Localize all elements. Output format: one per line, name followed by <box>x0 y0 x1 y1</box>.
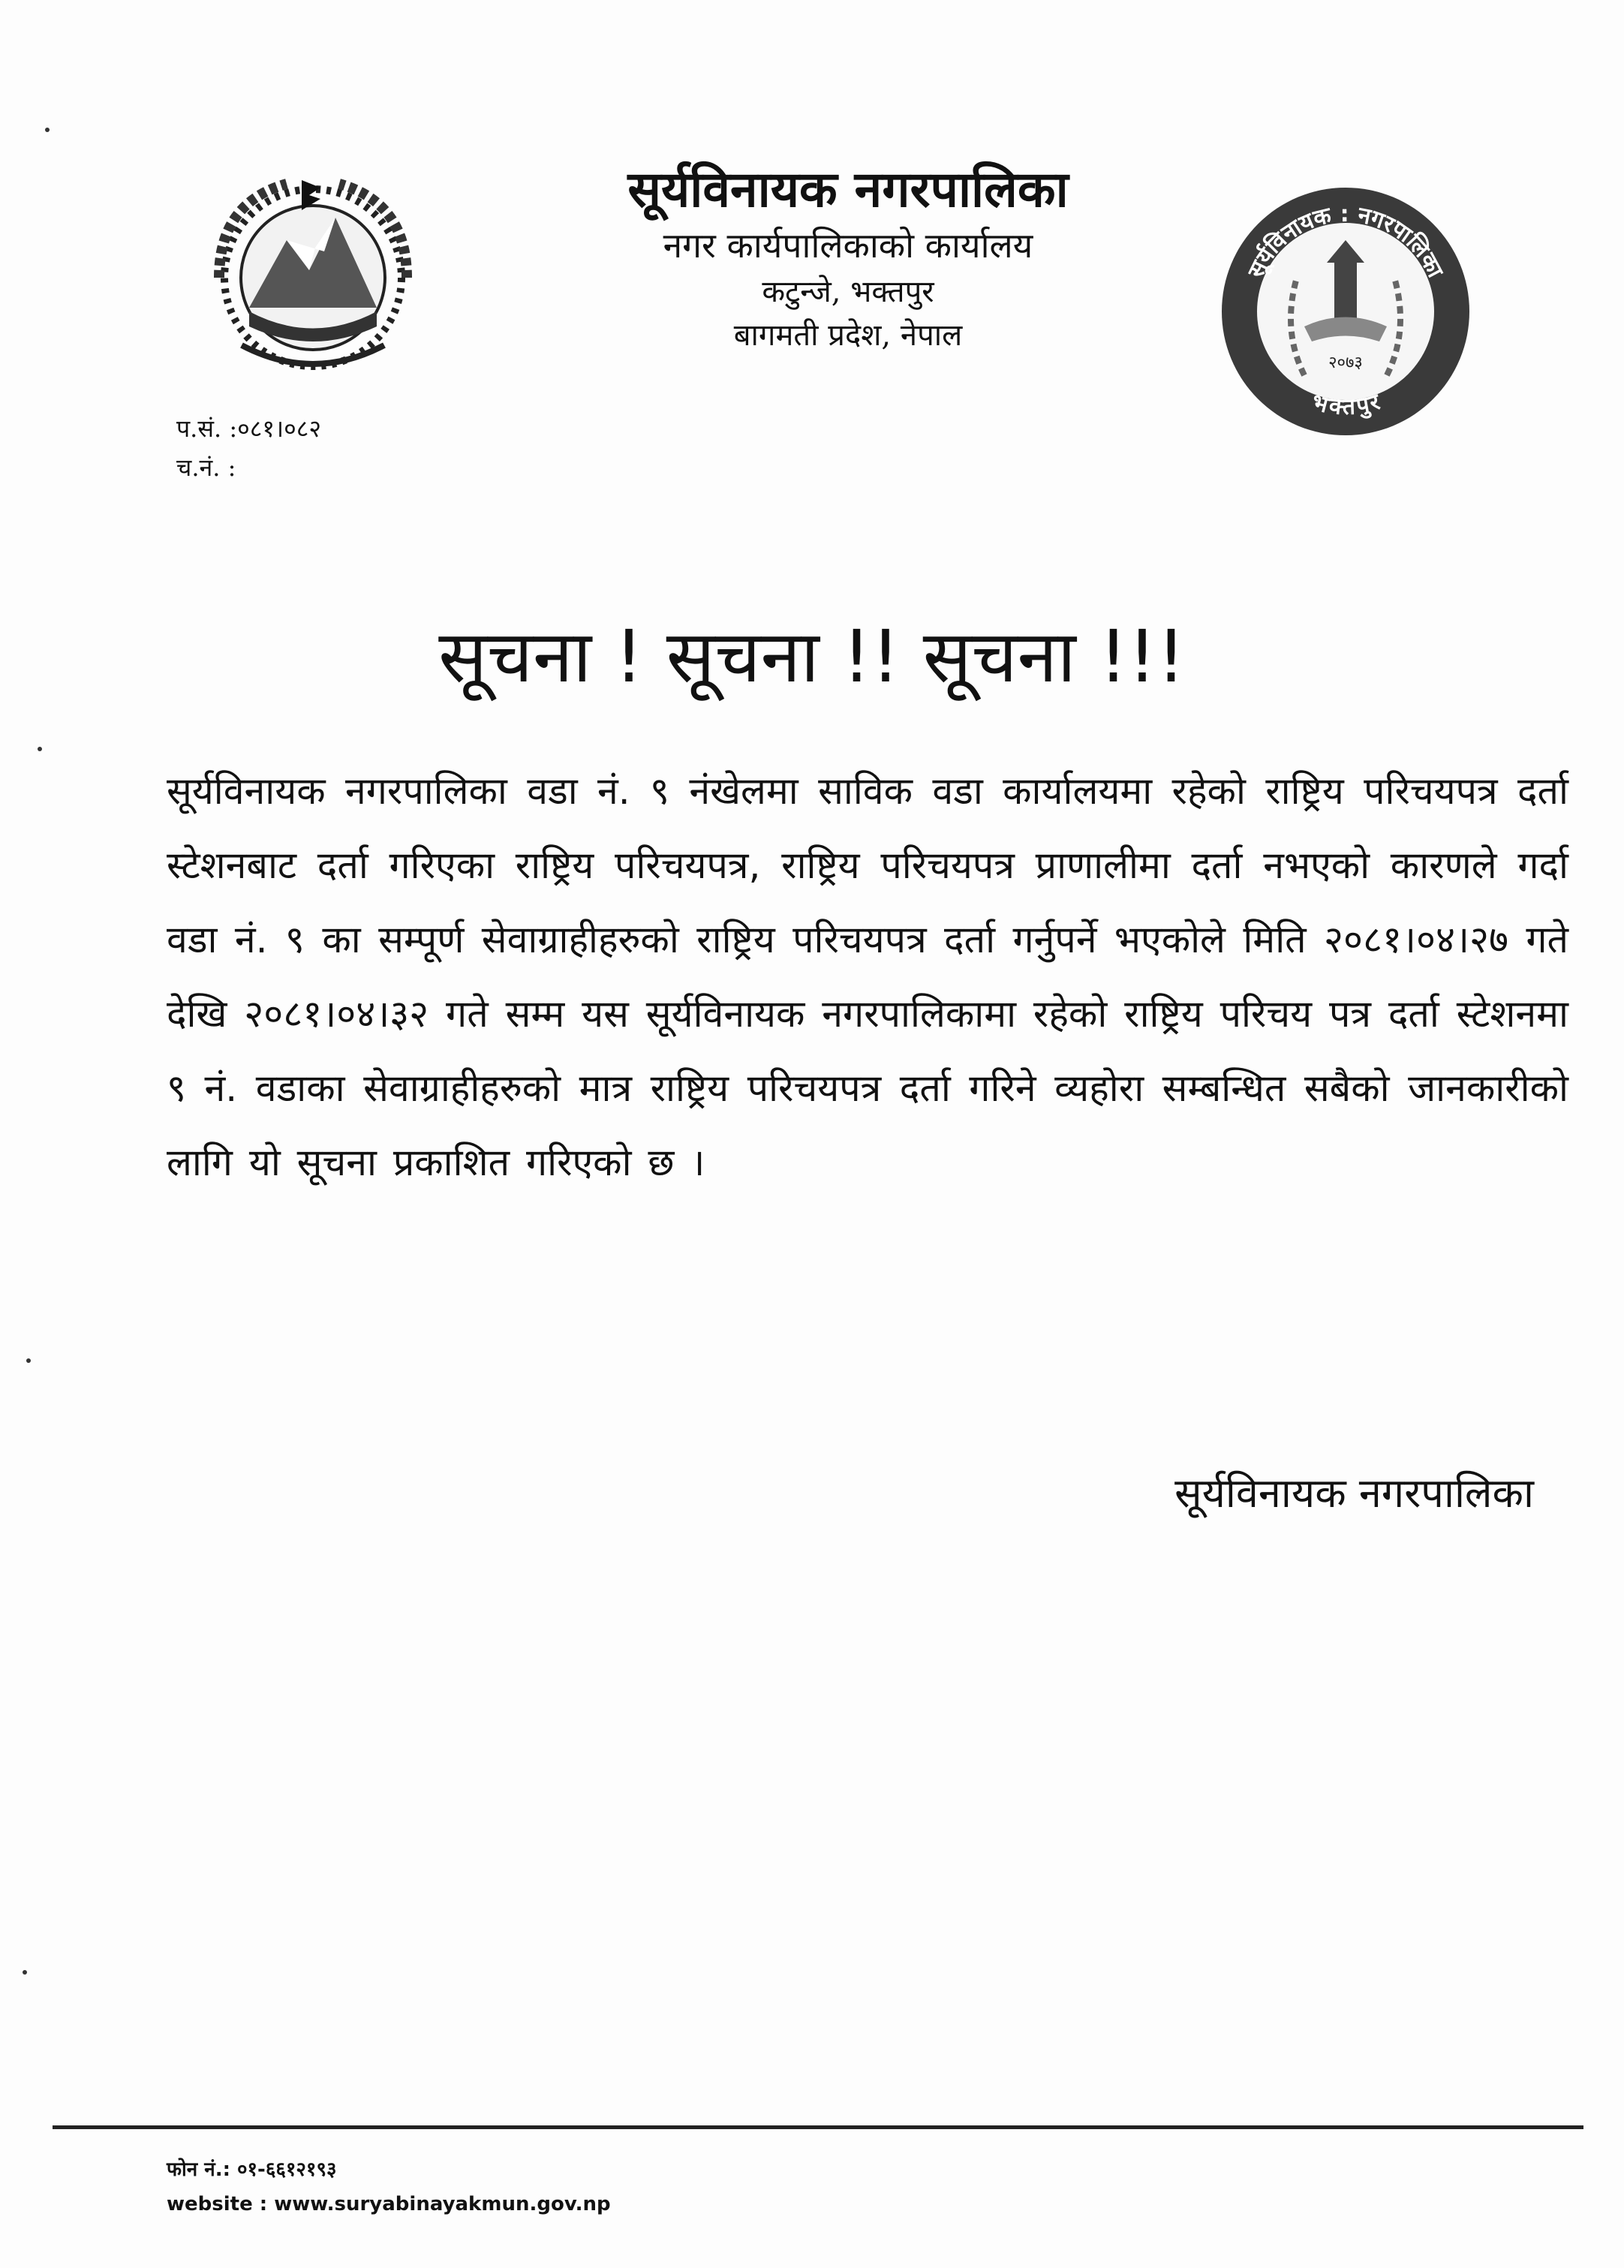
letterhead <box>540 158 1156 357</box>
office-location: कटुन्जे, भक्तपुर <box>762 275 934 309</box>
emblem-icon <box>197 158 429 383</box>
logo-place-text: भक्तपुर <box>1309 389 1383 421</box>
logo-year: २०७३ <box>1328 353 1363 372</box>
scan-speck <box>38 747 42 751</box>
footer-contact <box>167 2152 611 2221</box>
office-province: बागमती प्रदेश, नेपाल <box>733 318 963 353</box>
scan-speck <box>45 128 50 132</box>
reference-numbers <box>176 409 321 487</box>
nepal-government-emblem <box>197 158 429 383</box>
municipality-title: सूर्यविनायक नगरपालिका <box>627 160 1069 218</box>
logo-arc-text: सूर्यविनायक : नगरपालिका <box>1243 200 1448 282</box>
dispatch-number: च.नं. : <box>176 453 236 482</box>
notice-heading: सूचना ! सूचना !! सूचना !!! <box>438 615 1186 699</box>
municipality-seal-icon <box>1214 180 1477 443</box>
office-name: नगर कार्यपालिकाको कार्यालय <box>663 225 1033 266</box>
signature-block: सूर्यविनायक नगरपालिका <box>1174 1469 1534 1517</box>
scan-speck <box>26 1358 31 1363</box>
notice-body: सूर्यविनायक नगरपालिका वडा नं. ९ नंखेलमा साविक वडा कार्यालयमा रहेको राष्ट्रिय परिचयपत्र दर्ता स्टेशनबाट दर्ता गरिएका राष्ट्रिय परिचयपत्र, राष्ट्रिय परिचयपत्र प्राणालीमा दर्ता नभएको कारणले गर्दा वडा नं. ९ का सम्पूर्ण सेवाग्राहीहरुको राष्ट्रिय परिचयपत्र दर्ता गर्नुपर्ने भएकोले मिति २०८१।०४।२७ गते देखि २०८१।०४।३२ गते सम्म यस सूर्यविनायक नगरपालिकामा रहेको राष्ट्रिय परिचय पत्र दर्ता स्टेशनमा ९ नं. वडाका सेवाग्राहीहरुको मात्र राष्ट्रिय परिचयपत्र दर्ता गरिने व्यहोरा सम्बन्धित सबैको जानकारीको लागि यो सूचना प्रकाशित गरिएको छ । <box>167 769 1568 1184</box>
footer-divider <box>53 2125 1583 2129</box>
scan-speck <box>23 1970 27 1975</box>
footer-phone: फोन नं.: ०१-६६१२१९३ <box>167 2158 337 2181</box>
municipality-logo <box>1214 180 1477 443</box>
footer-website: website : www.suryabinayakmun.gov.np <box>167 2193 611 2215</box>
letter-number: प.सं. :०८१।०८२ <box>176 414 322 443</box>
